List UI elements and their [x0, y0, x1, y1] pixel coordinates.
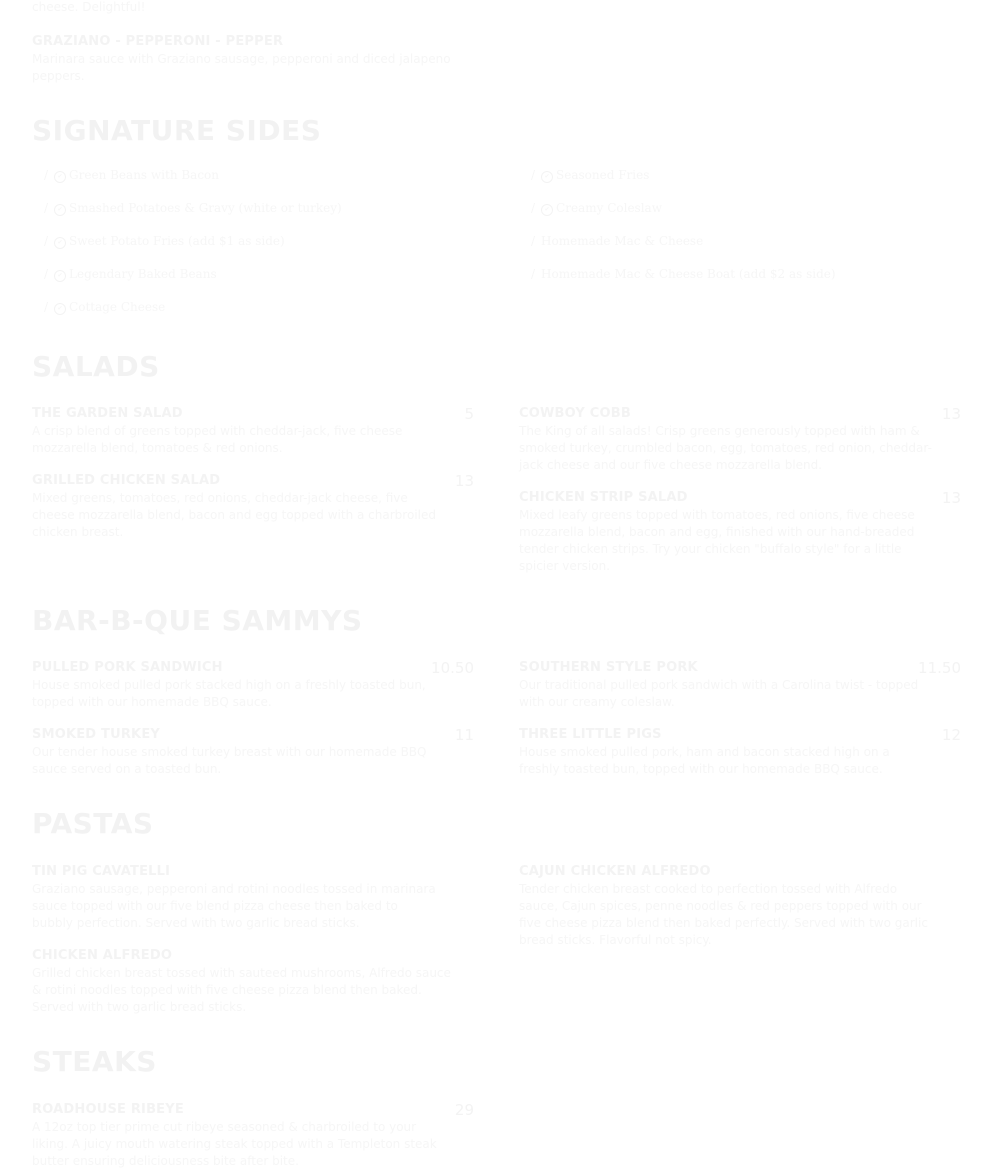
- menu-item-title: THE GARDEN SALAD: [32, 406, 183, 421]
- menu-item-title: ROADHOUSE RIBEYE: [32, 1102, 184, 1117]
- menu-item-title: GRILLED CHICKEN SALAD: [32, 473, 221, 488]
- menu-item-title: GRAZIANO - PEPPERONI - PEPPER: [32, 34, 284, 49]
- menu-item-desc: House smoked pulled pork stacked high on a freshly toasted bun, topped with our homemade BBQ sauce.: [32, 678, 426, 709]
- menu-item-title: THREE LITTLE PIGS: [519, 727, 662, 742]
- gluten-free-icon: ✔: [54, 204, 66, 216]
- menu-item-desc: Mixed greens, tomatoes, red onions, cheddar-jack cheese, five cheese mozzarella blend, bacon and egg topped with a charbroiled chicken breast.: [32, 491, 436, 539]
- menu-item-desc: Our traditional pulled pork sandwich with a Carolina twist - topped with our creamy coleslaw.: [519, 678, 919, 709]
- menu-item-desc: Graziano sausage, pepperoni and rotini noodles tossed in marinara sauce topped with our five blend pizza cheese then baked to bubbly perfection. Served with two garlic bread sticks.: [32, 882, 436, 930]
- slash-divider: /: [531, 267, 536, 281]
- side-item-label: Sweet Potato Fries (add $1 as side): [69, 234, 285, 248]
- menu-item-title: CHICKEN ALFREDO: [32, 948, 173, 963]
- side-item-label: Creamy Coleslaw: [556, 201, 662, 215]
- gluten-free-icon: ✔: [541, 171, 553, 183]
- menu-item-desc: Grilled chicken breast tossed with sauteed mushrooms, Alfredo sauce & rotini noodles topped with five cheese pizza blend then baked. Served with two garlic bread sticks.: [32, 966, 451, 1014]
- menu-item-price: 13: [941, 405, 961, 423]
- slash-divider: /: [531, 168, 536, 182]
- side-item-label: Homemade Mac & Cheese: [541, 234, 704, 248]
- side-item-label: Legendary Baked Beans: [69, 267, 217, 281]
- menu-item-title: SMOKED TURKEY: [32, 727, 161, 742]
- side-item: [44, 267, 217, 282]
- section-title-pastas: PASTAS: [32, 807, 154, 840]
- side-item: [531, 234, 703, 248]
- menu-item-desc: Tender chicken breast cooked to perfection tossed with Alfredo sauce, Cajun spices, penne noodles & red peppers topped with our five cheese pizza blend then baked perfectly. Served with two garlic bread sticks. Flavorful not spicy.: [519, 882, 928, 947]
- side-item-label: Homemade Mac & Cheese Boat (add $2 as side): [541, 267, 836, 281]
- gluten-free-icon: ✔: [54, 270, 66, 282]
- menu-item-title: CHICKEN STRIP SALAD: [519, 490, 688, 505]
- section-title-signature-sides: SIGNATURE SIDES: [32, 114, 322, 147]
- menu-item-title: TIN PIG CAVATELLI: [32, 864, 171, 879]
- gluten-free-icon: ✔: [541, 204, 553, 216]
- menu-item-price: 13: [454, 472, 474, 490]
- menu-item-desc: Our tender house smoked turkey breast with our homemade BBQ sauce served on a toasted bun.: [32, 745, 427, 776]
- slash-divider: /: [44, 234, 49, 248]
- menu-item-title: CAJUN CHICKEN ALFREDO: [519, 864, 711, 879]
- menu-item-desc: A 12oz top tier prime cut ribeye seasoned & charbroiled to your liking. A juicy mouth watering steak topped with a Templeton steak butter ensuring deliciousness bite after bite.: [32, 1120, 437, 1168]
- slash-divider: /: [531, 201, 536, 215]
- side-item-label: Green Beans with Bacon: [69, 168, 220, 182]
- menu-item-desc: Mixed leafy greens topped with tomatoes, red onions, five cheese mozzarella blend, bacon and egg, finished with our hand-breaded tender chicken strips. Try your chicken "buffalo style" for a little spicier version.: [519, 508, 915, 573]
- section-title-steaks: STEAKS: [32, 1045, 157, 1078]
- menu-item-price: 11.50: [918, 659, 961, 677]
- section-title-bbq: BAR-B-QUE SAMMYS: [32, 604, 363, 637]
- slash-divider: /: [531, 234, 536, 248]
- menu-item-title: COWBOY COBB: [519, 406, 631, 421]
- menu-item-desc: House smoked pulled pork, ham and bacon stacked high on a freshly toasted bun, topped with our homemade BBQ sauce.: [519, 745, 890, 776]
- side-item: [44, 300, 165, 315]
- slash-divider: /: [44, 267, 49, 281]
- side-item: [531, 201, 662, 216]
- section-title-salads: SALADS: [32, 350, 160, 383]
- side-item-label: Cottage Cheese: [69, 300, 166, 314]
- slash-divider: /: [44, 300, 49, 314]
- menu-item-desc: The King of all salads! Crisp greens generously topped with ham & smoked turkey, crumbled bacon, egg, tomatoes, red onion, cheddar-jack cheese and our five cheese mozzarella blend.: [519, 424, 932, 472]
- gluten-free-icon: ✔: [54, 171, 66, 183]
- gluten-free-icon: ✔: [54, 303, 66, 315]
- menu-item-price: 11: [454, 726, 474, 744]
- side-item: [44, 234, 285, 249]
- side-item: [531, 267, 836, 281]
- side-item: [44, 201, 342, 216]
- side-item-label: Smashed Potatoes & Gravy (white or turkey): [69, 201, 342, 215]
- menu-item-price: 5: [464, 405, 474, 423]
- gluten-free-icon: ✔: [54, 237, 66, 249]
- menu-item-title: SOUTHERN STYLE PORK: [519, 660, 698, 675]
- menu-item-price: 12: [941, 726, 961, 744]
- side-item: [44, 168, 219, 183]
- prev-item-desc-tail: cheese. Delightful!: [32, 0, 146, 14]
- slash-divider: /: [44, 168, 49, 182]
- menu-item-price: 10.50: [431, 659, 474, 677]
- menu-item-desc: Marinara sauce with Graziano sausage, pepperoni and diced jalapeno peppers.: [32, 52, 451, 83]
- menu-item-title: PULLED PORK SANDWICH: [32, 660, 223, 675]
- slash-divider: /: [44, 201, 49, 215]
- menu-item-desc: A crisp blend of greens topped with cheddar-jack, five cheese mozzarella blend, tomatoes & red onions.: [32, 424, 403, 455]
- side-item: [531, 168, 649, 183]
- menu-item-price: 13: [941, 489, 961, 507]
- side-item-label: Seasoned Fries: [556, 168, 650, 182]
- menu-item-price: 29: [454, 1101, 474, 1119]
